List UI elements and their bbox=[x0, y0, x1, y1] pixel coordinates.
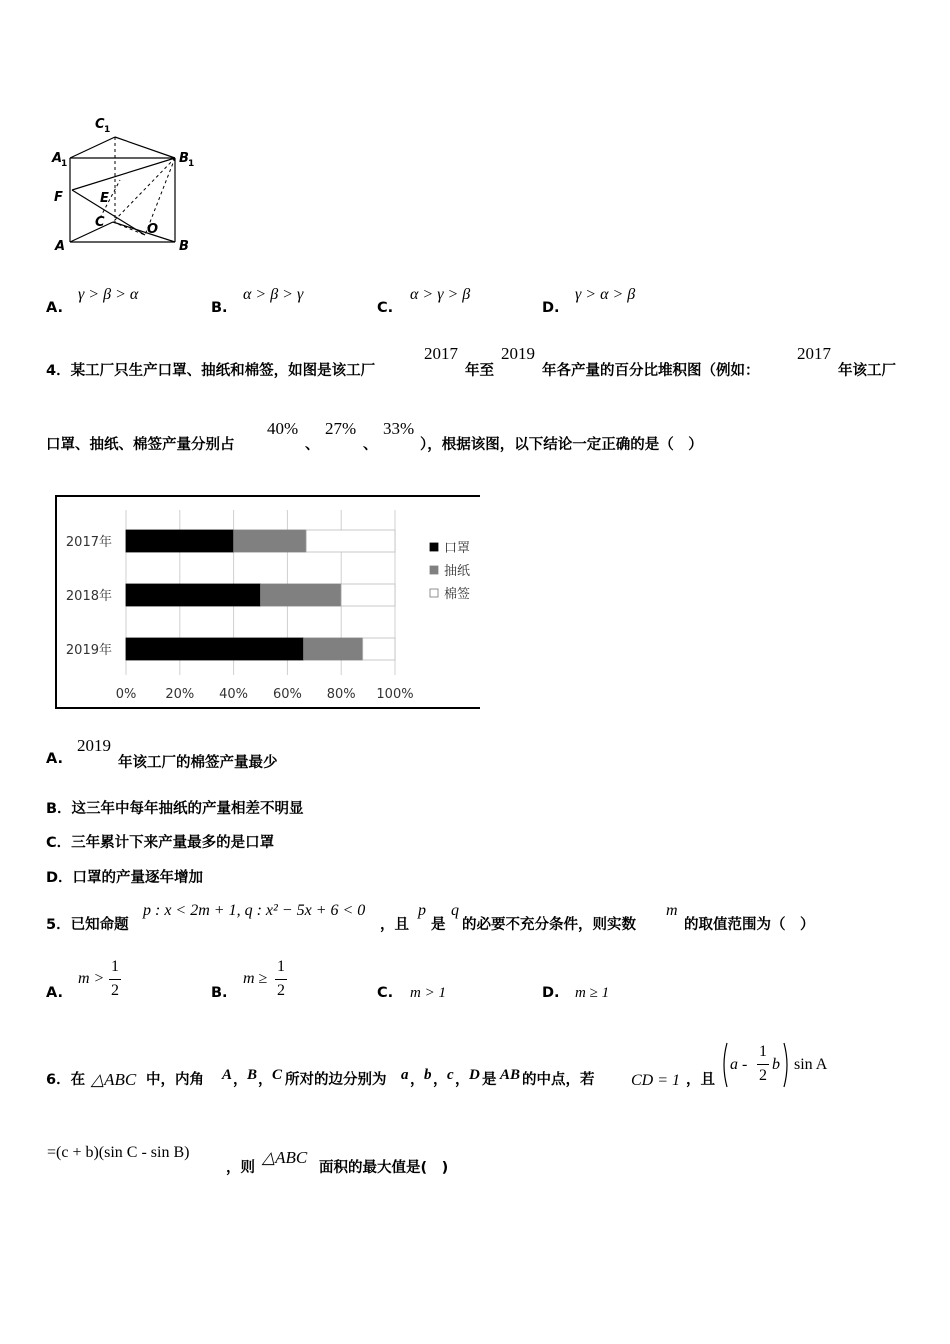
bar-segment bbox=[306, 530, 395, 552]
q6-text-2: 中，内角 bbox=[146, 1072, 204, 1088]
x-tick-label: 20% bbox=[165, 687, 195, 702]
q5-option-b-lhs: m ≥ bbox=[243, 970, 268, 987]
q4-option-d[interactable]: D．口罩的产量逐年增加 bbox=[46, 870, 204, 886]
q6-text-4: 是 bbox=[482, 1072, 497, 1088]
q4-year-1: 2017 bbox=[424, 344, 458, 363]
label-o: O bbox=[147, 222, 159, 237]
q6-comma-3: ， bbox=[410, 1072, 425, 1088]
q6-side-a: a bbox=[401, 1067, 409, 1083]
q6-paren-b: b bbox=[772, 1056, 780, 1073]
q5-option-b-num: 1 bbox=[277, 958, 285, 975]
q6-side-b: b bbox=[424, 1067, 432, 1083]
q4-sep-1: 、 bbox=[305, 437, 320, 453]
legend-label: 棉签 bbox=[444, 587, 471, 602]
q5-option-a-lhs: m > bbox=[78, 970, 105, 987]
label-c: C bbox=[95, 215, 105, 230]
q5-var-p: p bbox=[418, 902, 426, 919]
q5-option-a-letter: A. bbox=[46, 985, 63, 1001]
bar-segment bbox=[363, 638, 395, 660]
q5-option-d-letter: D. bbox=[542, 985, 560, 1001]
q4-text-4: 年该工厂 bbox=[838, 363, 896, 379]
legend-swatch bbox=[430, 566, 438, 574]
x-tick-label: 100% bbox=[376, 687, 414, 702]
bar-segment bbox=[126, 530, 234, 552]
x-tick-label: 60% bbox=[272, 687, 302, 702]
q5-text-2: ，且 bbox=[380, 917, 409, 933]
q6-angle-b: B bbox=[247, 1067, 258, 1083]
label-b1: B bbox=[179, 151, 189, 166]
y-category-label: 2017年 bbox=[65, 535, 112, 550]
q6-text-3: 所对的边分别为 bbox=[285, 1072, 387, 1088]
x-tick-label: 0% bbox=[115, 687, 137, 702]
stacked-bar-chart bbox=[50, 490, 500, 715]
q4-text-3: 年各产量的百分比堆积图（例如： bbox=[542, 363, 760, 379]
bar-segment bbox=[261, 584, 342, 606]
q5-option-c-letter: C. bbox=[377, 985, 394, 1001]
q6-text-1: 6．在 bbox=[46, 1072, 86, 1088]
q6-text-7: ，则 bbox=[226, 1160, 255, 1176]
q4-text-1: 4．某工厂只生产口罩、抽纸和棉签，如图是该工厂 bbox=[46, 363, 376, 379]
q6-point-d: D bbox=[469, 1067, 480, 1083]
q4-option-a-letter: A. bbox=[46, 751, 63, 767]
bar-segment bbox=[126, 638, 304, 660]
q6-paren-expression bbox=[720, 1040, 840, 1090]
q4-option-b[interactable]: B．这三年中每年抽纸的产量相差不明显 bbox=[46, 801, 304, 817]
label-c1-sub: 1 bbox=[104, 125, 111, 135]
q4-year-2: 2019 bbox=[501, 344, 535, 363]
q5-text-1: 5．已知命题 bbox=[46, 917, 129, 933]
legend-label: 抽纸 bbox=[444, 564, 471, 579]
q6-triangle-2: △ABC bbox=[262, 1148, 308, 1167]
legend-swatch bbox=[430, 543, 438, 551]
bar-segment bbox=[234, 530, 307, 552]
q4-option-a[interactable]: 年该工厂的棉签产量最少 bbox=[118, 755, 278, 771]
q6-comma-4: ， bbox=[433, 1072, 448, 1088]
bar-segment bbox=[341, 584, 395, 606]
q5-option-d[interactable]: m ≥ 1 bbox=[575, 985, 610, 1001]
q5-var-q: q bbox=[451, 902, 459, 919]
q5-text-3: 是 bbox=[431, 917, 446, 933]
label-a: A bbox=[55, 239, 66, 254]
q6-comma-5: ， bbox=[455, 1072, 470, 1088]
q3-option-c[interactable]: α > γ > β bbox=[410, 286, 471, 303]
q3-option-b-letter: B. bbox=[211, 300, 228, 316]
q4-sep-2: 、 bbox=[363, 437, 378, 453]
q5-condition: p : x < 2m + 1, q : x² − 5x + 6 < 0 bbox=[143, 902, 366, 919]
q4-year-3: 2017 bbox=[797, 344, 831, 363]
q3-option-b[interactable]: α > β > γ bbox=[243, 286, 304, 303]
q6-segment-ab: AB bbox=[500, 1067, 521, 1083]
legend-label: 口罩 bbox=[444, 541, 471, 556]
x-tick-label: 40% bbox=[219, 687, 249, 702]
q3-option-a-letter: A. bbox=[46, 300, 63, 316]
q6-text-6: ，且 bbox=[686, 1072, 715, 1088]
label-b: B bbox=[179, 239, 189, 254]
q5-option-a-fraction-bar bbox=[109, 979, 121, 980]
q6-angle-c: C bbox=[272, 1067, 283, 1083]
q6-triangle: △ABC bbox=[91, 1070, 137, 1089]
bar-segment bbox=[304, 638, 363, 660]
q6-paren-a: a - bbox=[730, 1056, 748, 1073]
q6-angle-a: A bbox=[222, 1067, 233, 1083]
q4-pct-2: 27% bbox=[325, 419, 357, 438]
q6-text-5: 的中点，若 bbox=[522, 1072, 595, 1088]
q5-var-m: m bbox=[666, 902, 678, 919]
legend-swatch bbox=[430, 589, 438, 597]
q4-text-2: 年至 bbox=[465, 363, 494, 379]
right-paren-icon bbox=[783, 1042, 791, 1088]
q3-option-d-letter: D. bbox=[542, 300, 560, 316]
q5-text-4: 的必要不充分条件，则实数 bbox=[462, 917, 636, 933]
left-paren-icon bbox=[720, 1042, 728, 1088]
y-category-label: 2019年 bbox=[65, 643, 112, 658]
q5-text-5: 的取值范围为（ ） bbox=[684, 917, 815, 933]
q4-option-c[interactable]: C．三年累计下来产量最多的是口罩 bbox=[46, 835, 275, 851]
q6-comma-1: ， bbox=[233, 1072, 248, 1088]
label-e: E bbox=[100, 191, 109, 206]
q4-text-5: 口罩、抽纸、棉签产量分别占 bbox=[46, 437, 235, 453]
q5-option-b-fraction-bar bbox=[275, 979, 287, 980]
q5-option-a-den: 2 bbox=[111, 982, 119, 999]
label-f: F bbox=[54, 190, 63, 205]
label-b1-sub: 1 bbox=[188, 159, 195, 169]
q4-pct-3: 33% bbox=[383, 419, 415, 438]
q5-option-c[interactable]: m > 1 bbox=[410, 985, 446, 1001]
q5-option-b-letter: B. bbox=[211, 985, 228, 1001]
q4-option-a-year: 2019 bbox=[77, 736, 111, 755]
y-category-label: 2018年 bbox=[65, 589, 112, 604]
q6-paren-num: 1 bbox=[759, 1043, 767, 1060]
label-c1: C bbox=[95, 117, 105, 132]
x-tick-label: 80% bbox=[326, 687, 356, 702]
q4-text-6: ），根据该图，以下结论一定正确的是（ ） bbox=[420, 437, 703, 453]
label-a1-sub: 1 bbox=[61, 159, 68, 169]
q3-option-c-letter: C. bbox=[377, 300, 394, 316]
bar-segment bbox=[126, 584, 261, 606]
q6-equation-rhs: =(c + b)(sin C - sin B) bbox=[47, 1144, 190, 1161]
q6-comma-2: ， bbox=[258, 1072, 273, 1088]
q6-text-8: 面积的最大值是( ) bbox=[319, 1160, 449, 1176]
q6-side-c: c bbox=[447, 1067, 454, 1083]
prism-figure bbox=[45, 110, 215, 260]
q3-option-a[interactable]: γ > β > α bbox=[78, 286, 139, 303]
q3-option-d[interactable]: γ > α > β bbox=[575, 286, 636, 303]
q6-paren-fraction-bar bbox=[757, 1064, 769, 1065]
label-a1: A bbox=[52, 151, 63, 166]
q6-cd-condition: CD = 1 bbox=[631, 1072, 681, 1089]
q5-option-b-den: 2 bbox=[277, 982, 285, 999]
q6-paren-den: 2 bbox=[759, 1067, 767, 1084]
q4-pct-1: 40% bbox=[267, 419, 299, 438]
q5-option-a-num: 1 bbox=[111, 958, 119, 975]
q6-sin-a: sin A bbox=[794, 1056, 828, 1073]
